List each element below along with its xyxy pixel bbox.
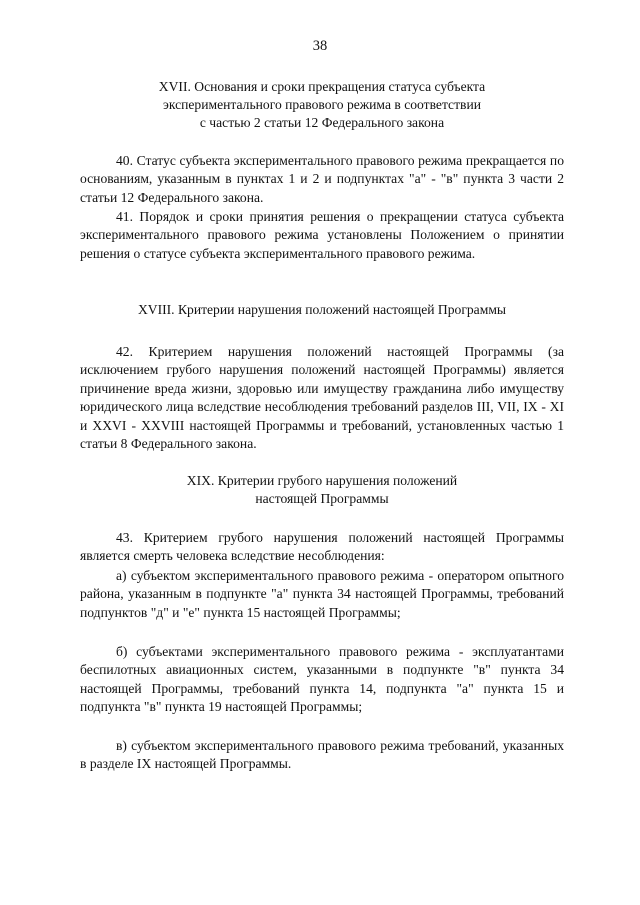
section-xviii-heading	[80, 301, 564, 319]
paragraph-43b-text: б) субъектами экспериментального правового режима - эксплуатантами беспилотных авиационных систем, указанными в подпункте "в" пункта 34 настоящей Программы, требований пункта 14, подпункта "а" пункта 15 и подпункта "в" пункта 19 настоящей Программы;	[80, 644, 564, 715]
paragraph-41-text: 41. Порядок и сроки принятия решения о прекращении статуса субъекта экспериментального правового режима установлены Положением о принятии решения о статусе субъекта экспериментального правового режима.	[80, 209, 564, 261]
paragraph-43-text: 43. Критерием грубого нарушения положений настоящей Программы является смерть человека вследствие несоблюдения:	[80, 530, 564, 564]
paragraph-43c-text: в) субъектом экспериментального правового режима требований, указанных в разделе IX настоящей Программы.	[80, 738, 564, 772]
paragraph-43b	[80, 643, 564, 717]
heading-line: настоящей Программы	[255, 491, 389, 506]
paragraph-43a-text: а) субъектом экспериментального правового режима - оператором опытного района, указанным в подпункте "а" пункта 34 настоящей Программы, требований подпунктов "д" и "е" пункта 15 настоящей Программы;	[80, 568, 564, 620]
paragraph-43a	[80, 567, 564, 622]
heading-line: XIX. Критерии грубого нарушения положений	[186, 473, 458, 488]
paragraph-43c	[80, 737, 564, 774]
paragraph-41	[80, 208, 564, 263]
section-xvii-heading	[80, 78, 564, 132]
heading-line: экспериментального правового режима в соответствии	[162, 97, 482, 112]
heading-line: XVII. Основания и сроки прекращения статуса субъекта	[158, 79, 486, 94]
page-number: 38	[312, 38, 328, 54]
paragraph-42-text: 42. Критерием нарушения положений настоящей Программы (за исключением грубого нарушения положений настоящей Программы) является причинение вреда жизни, здоровью или имуществу гражданина либо имуществу юридического лица вследствие несоблюдения требований разделов III, VII, IX - XI и XXVI - XXVIII настоящей Программы и требований, установленных частью 1 статьи 8 Федерального закона.	[80, 344, 564, 452]
paragraph-43	[80, 529, 564, 566]
paragraph-40-text: 40. Статус субъекта экспериментального правового режима прекращается по основаниям, указанным в пунктах 1 и 2 и подпунктах "а" - "в" пункта 3 части 2 статьи 12 Федерального закона.	[80, 153, 564, 205]
paragraph-42	[80, 343, 564, 453]
heading-line: с частью 2 статьи 12 Федерального закона	[199, 115, 445, 130]
paragraph-40	[80, 152, 564, 207]
section-xix-heading	[80, 472, 564, 508]
heading-line: XVIII. Критерии нарушения положений настоящей Программы	[137, 302, 507, 317]
